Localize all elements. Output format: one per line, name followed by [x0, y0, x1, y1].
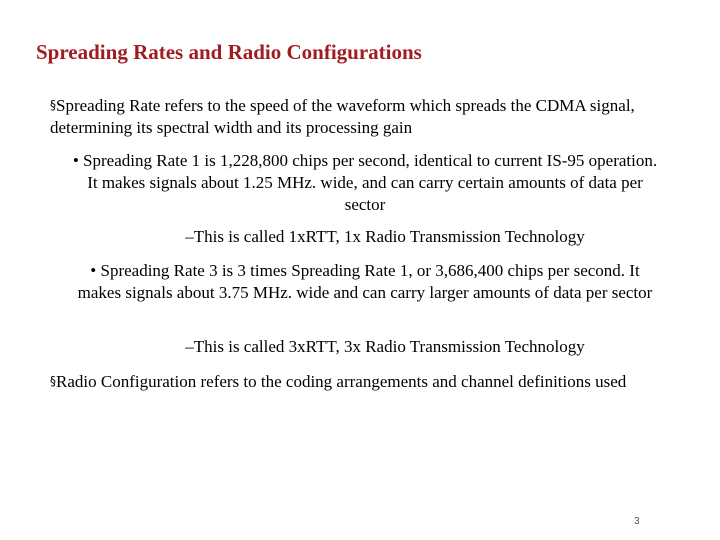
bullet-text: Spreading Rate 3 is 3 times Spreading Rate 1, or 3,686,400 chips per second. It makes signals about 3.75 MHz. wide and can carry larger amounts of data per sector — [77, 261, 653, 302]
bullet-icon: • — [72, 151, 79, 170]
paragraph-text: Radio Configuration refers to the coding arrangements and channel definitions used — [56, 372, 627, 391]
paragraph-spreading-rate-definition — [50, 94, 670, 139]
bullet-spreading-rate-3 — [70, 260, 660, 304]
bullet-icon: • — [90, 261, 97, 280]
section-marker-icon: § — [50, 98, 56, 112]
slide-title: Spreading Rates and Radio Configurations — [36, 40, 422, 64]
paragraph-radio-configuration-definition — [50, 370, 670, 393]
sub-bullet-3xrtt — [80, 336, 690, 358]
section-marker-icon: § — [50, 374, 56, 388]
bullet-spreading-rate-1 — [70, 150, 660, 216]
sub-bullet-text: This is called 3xRTT, 3x Radio Transmission Technology — [193, 337, 585, 356]
dash-icon: – — [185, 227, 194, 246]
sub-bullet-1xrtt — [80, 226, 690, 248]
page-number: 3 — [634, 516, 640, 527]
sub-bullet-text: This is called 1xRTT, 1x Radio Transmission Technology — [193, 227, 585, 246]
bullet-text: Spreading Rate 1 is 1,228,800 chips per second, identical to current IS-95 operation. It makes signals about 1.25 MHz. wide, and can carry certain amounts of data per sector — [83, 151, 658, 214]
paragraph-text: Spreading Rate refers to the speed of the waveform which spreads the CDMA signal, determining its spectral width and its processing gain — [50, 96, 635, 137]
dash-icon: – — [185, 337, 194, 356]
